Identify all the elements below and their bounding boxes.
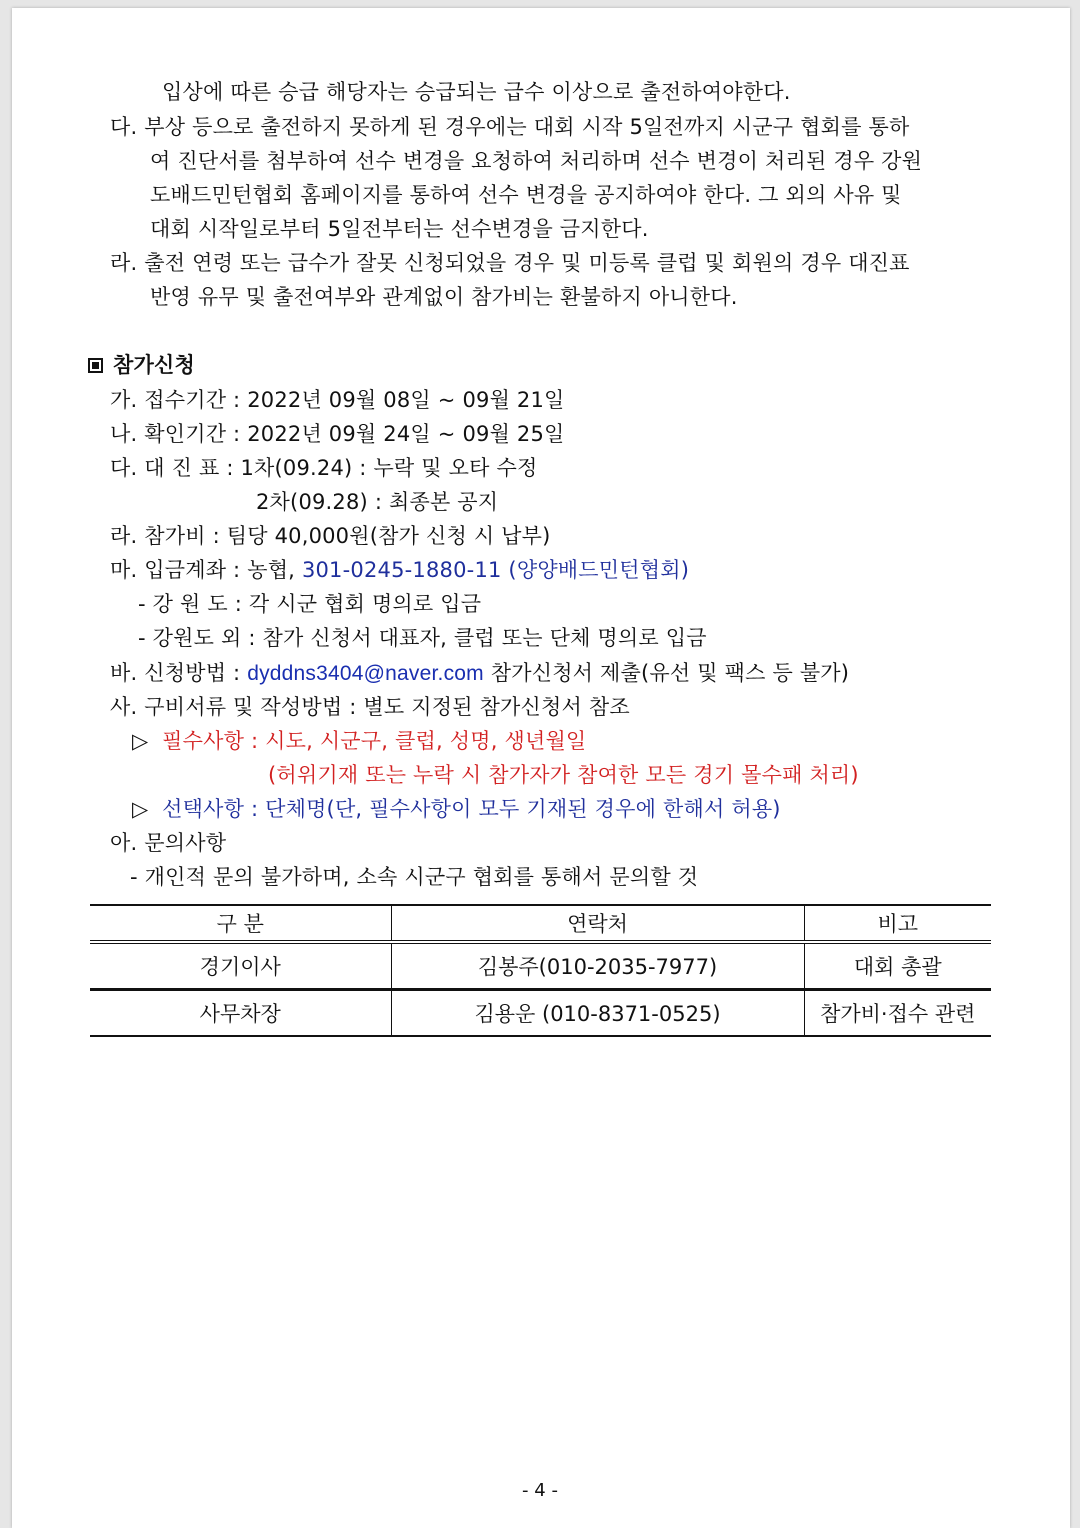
deposit-account-label: 마. 입금계좌 : 농협, <box>110 558 302 582</box>
table-cell: 대회 총괄 <box>804 942 991 990</box>
required-documents: 사. 구비서류 및 작성방법 : 별도 지정된 참가신청서 참조 <box>110 695 630 719</box>
table-cell: 사무차장 <box>90 990 391 1037</box>
page-number: - 4 - <box>522 1480 558 1501</box>
confirmation-period: 나. 확인기간 : 2022년 09월 24일 ~ 09월 25일 <box>110 422 565 446</box>
paragraph-line: 입상에 따른 승급 해당자는 승급되는 급수 이상으로 출전하여야한다. <box>162 80 791 104</box>
column-header: 연락처 <box>391 905 804 942</box>
optional-items-text: 선택사항 : 단체명(단, 필수사항이 모두 기재된 경우에 한해서 허용) <box>162 797 781 821</box>
table-header-row <box>90 905 991 942</box>
required-items-note: (허위기재 또는 누락 시 참가자가 참여한 모든 경기 몰수패 처리) <box>268 763 859 787</box>
column-header: 구 분 <box>90 905 391 942</box>
paragraph-line: 대회 시작일로부터 5일전부터는 선수변경을 금지한다. <box>150 217 649 241</box>
paragraph-line: 라. 출전 연령 또는 급수가 잘못 신청되었을 경우 및 미등록 클럽 및 회원의 경우 대진표 <box>110 251 910 275</box>
email-link[interactable]: dyddns3404@naver.com <box>247 662 484 685</box>
optional-items <box>132 793 781 825</box>
application-method-suffix: 참가신청서 제출(유선 및 팩스 등 불가) <box>483 661 850 685</box>
triangle-right-icon: ▷ <box>132 797 149 821</box>
square-bullet-icon <box>88 358 103 373</box>
paragraph-line: 여 진단서를 첨부하여 선수 변경을 요청하여 처리하며 선수 변경이 처리된 경우 강원 <box>150 149 923 173</box>
paragraph-line: 반영 유무 및 출전여부와 관계없이 참가비는 환불하지 아니한다. <box>150 285 738 309</box>
paragraph-line: 다. 부상 등으로 출전하지 못하게 된 경우에는 대회 시작 5일전까지 시군구 협회를 통하 <box>110 115 910 139</box>
table-cell: 김용운 (010-8371-0525) <box>391 990 804 1037</box>
deposit-note-gangwon: - 강 원 도 : 각 시군 협회 명의로 입금 <box>138 592 482 616</box>
required-items <box>132 725 586 757</box>
bracket-first: 다. 대 진 표 : 1차(09.24) : 누락 및 오타 수정 <box>110 456 538 480</box>
table-row <box>90 942 991 990</box>
table-cell: 김봉주(010-2035-7977) <box>391 942 804 990</box>
column-header: 비고 <box>804 905 991 942</box>
triangle-right-icon: ▷ <box>132 729 149 753</box>
deposit-note-outside: - 강원도 외 : 참가 신청서 대표자, 클럽 또는 단체 명의로 입금 <box>138 626 707 650</box>
paragraph-line: 도배드민턴협회 홈페이지를 통하여 선수 변경을 공지하여야 한다. 그 외의 사유 및 <box>150 183 902 207</box>
application-method <box>110 657 849 690</box>
bracket-second: 2차(09.28) : 최종본 공지 <box>256 490 499 514</box>
reception-period: 가. 접수기간 : 2022년 09월 08일 ~ 09월 21일 <box>110 388 565 412</box>
table-cell: 경기이사 <box>90 942 391 990</box>
inquiry-heading: 아. 문의사항 <box>110 831 227 855</box>
section-title: 참가신청 <box>113 353 195 377</box>
inquiry-note: - 개인적 문의 불가하며, 소속 시군구 협회를 통해서 문의할 것 <box>130 865 699 889</box>
table-row <box>90 990 991 1037</box>
deposit-account <box>110 554 689 586</box>
contact-table <box>90 904 991 1037</box>
table-cell: 참가비·접수 관련 <box>804 990 991 1037</box>
required-items-text: 필수사항 : 시도, 시군구, 클럽, 성명, 생년월일 <box>162 729 587 753</box>
entry-fee: 라. 참가비 : 팀당 40,000원(참가 신청 시 납부) <box>110 524 551 548</box>
section-heading <box>88 349 195 381</box>
application-method-label: 바. 신청방법 : <box>110 661 248 685</box>
account-number: 301-0245-1880-11 (양양배드민턴협회) <box>301 558 690 582</box>
